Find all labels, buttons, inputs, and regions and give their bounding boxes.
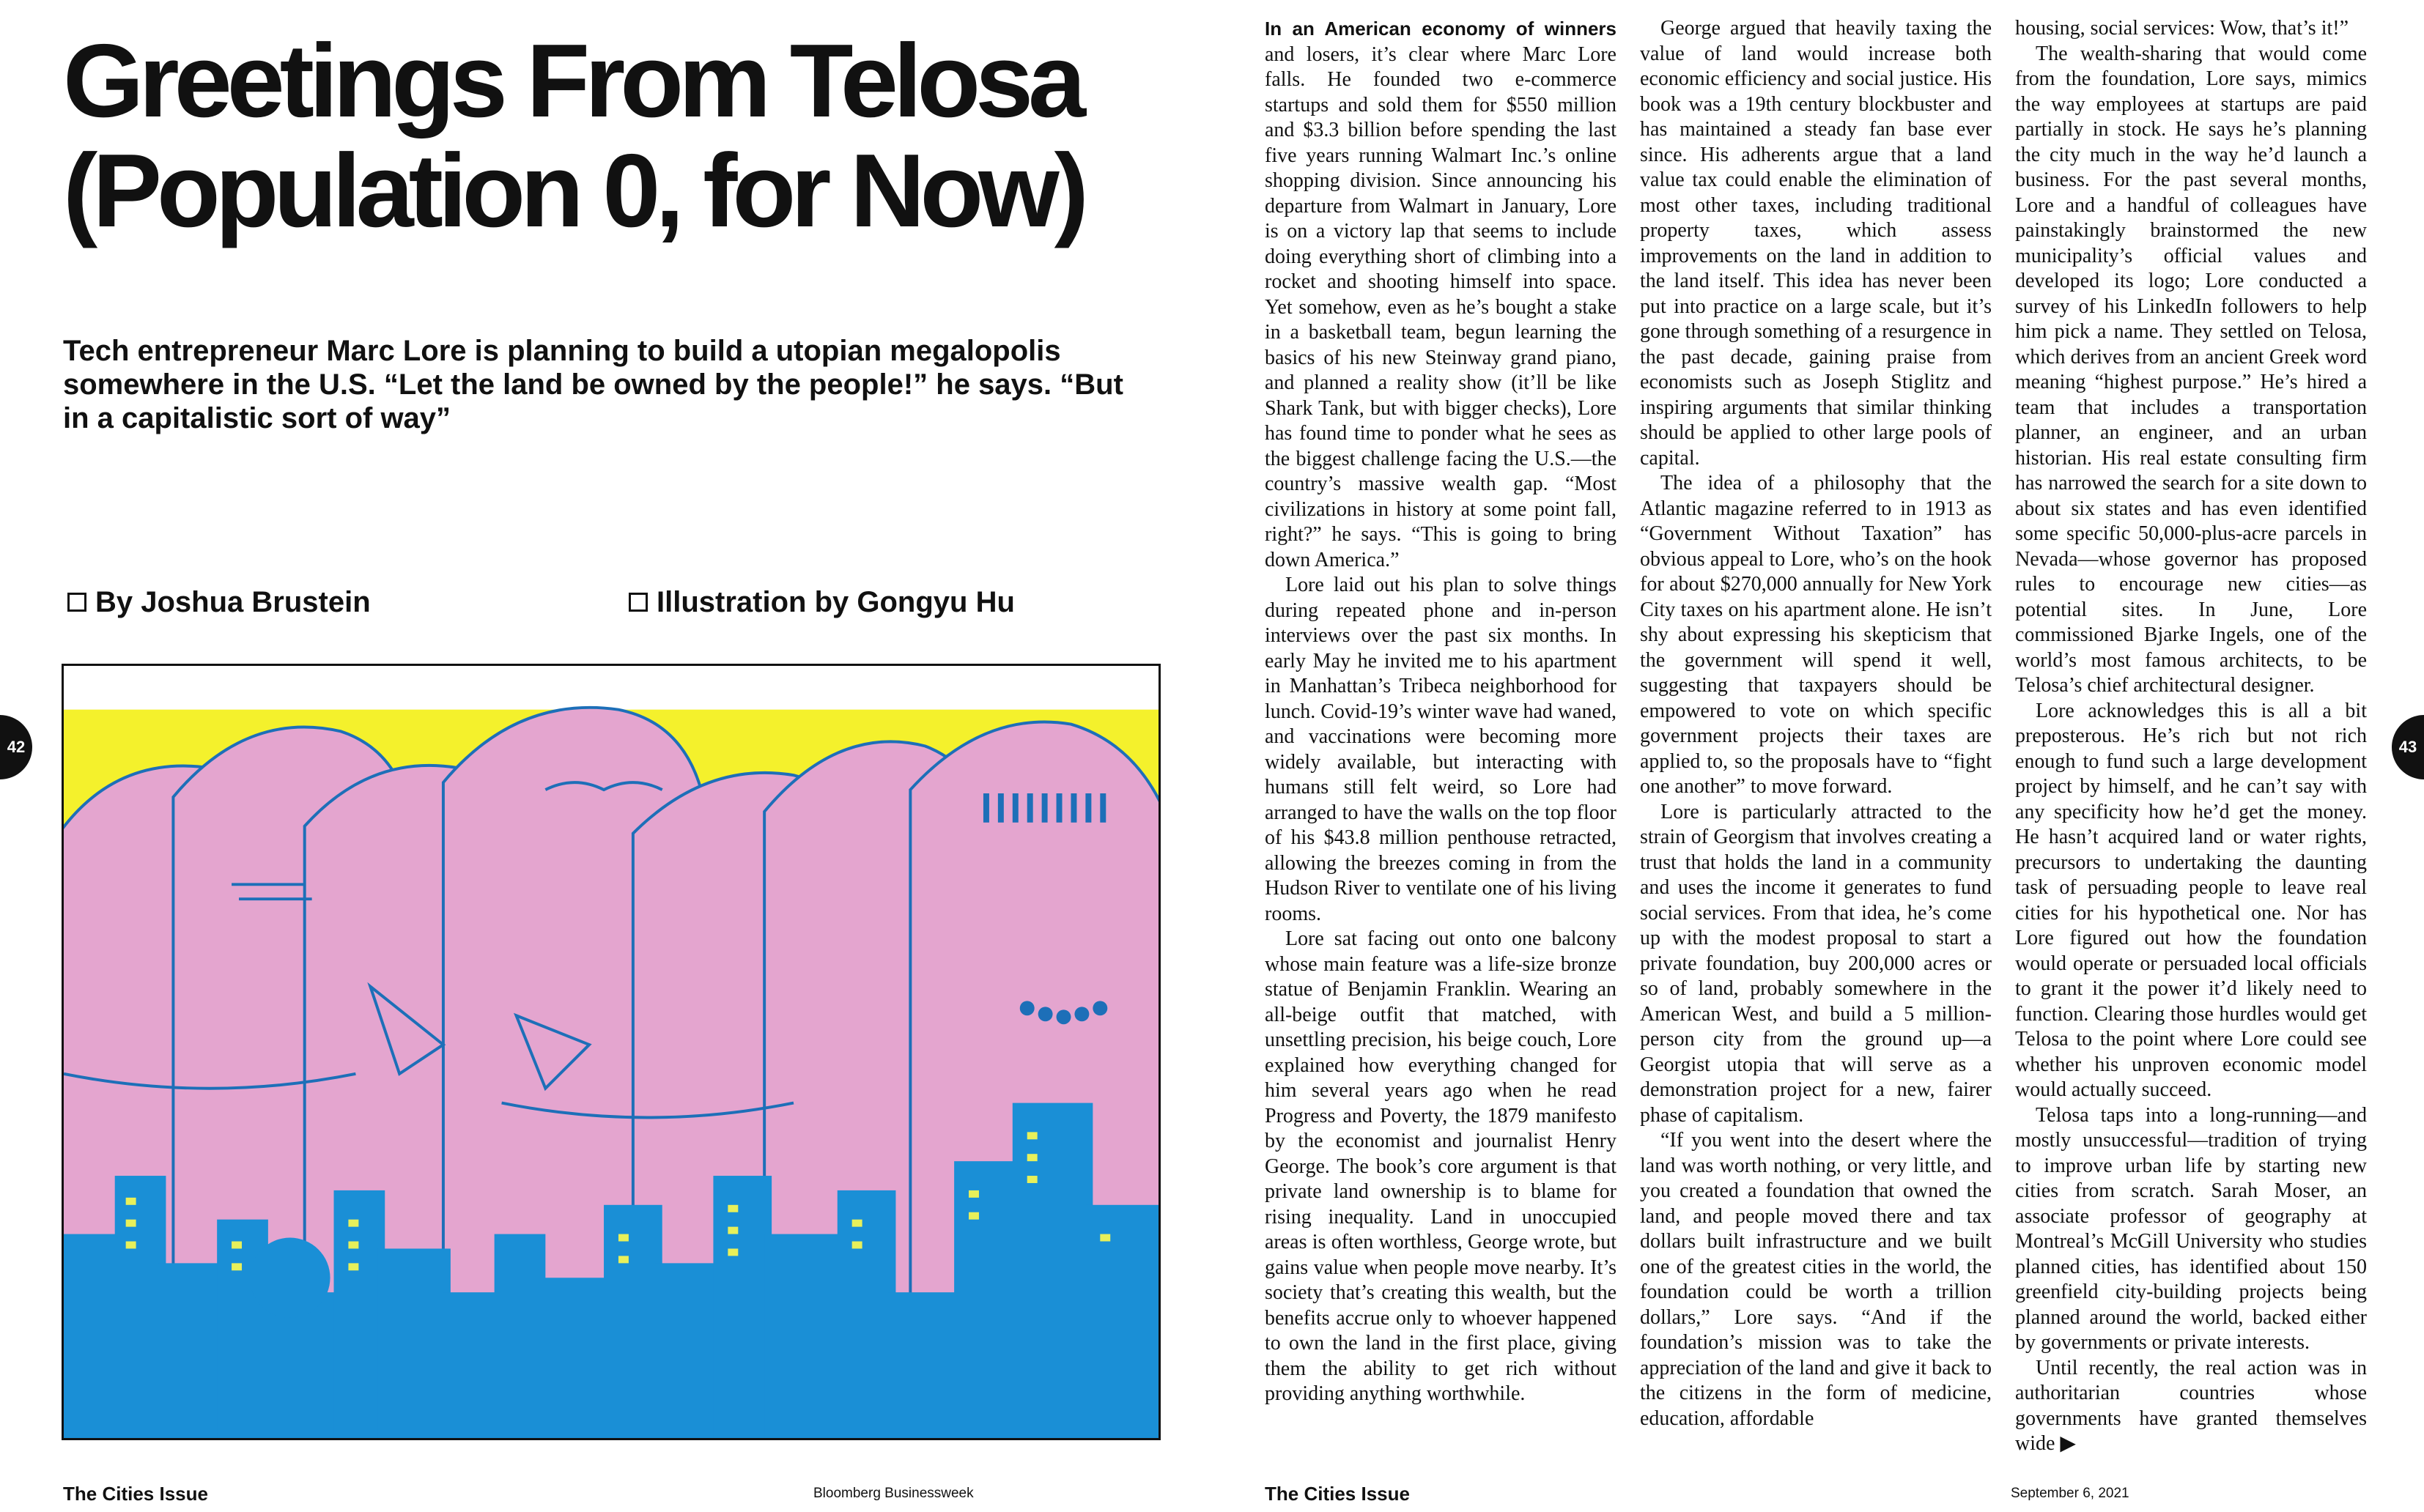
column-1 [1265,16,1616,1453]
paragraph-text: and losers, it’s clear where Marc Lore falls. He founded two e-commerce startups and sold them for $550 million and $3.3 billion before spending the last five years running Walmart Inc.’s online shopping division. Since announcing his departure from Walmart in January, Lore is on a victory lap that seems to include doing everything short of climbing into a rocket and shooting himself into space. Yet somehow, even as he’s bought a stake in a basketball team, begun learning the basics of his new Steinway grand piano, and planned a reality show (it’ll be like Shark Tank, but with bigger checks), Lore has found time to ponder what he sees as the biggest challenge facing the U.S.—the country’s massive wealth gap. “Most civilizations in history at some point fall, right?” he says. “This is going to bring down America.” [1265,42,1616,571]
footer-section: The Cities Issue [63,1483,208,1505]
paragraph: Lore sat facing out onto one balcony whose main feature was a life-size bronze statue of Benjamin Franklin. Wearing an all-beige outfit that matched, with unsettling precision, his beige couch, Lore explained how everything changed for him several years ago when he read Progress and Poverty, the 1879 manifesto by the economist and journalist Henry George. The book’s core argument is that private land ownership is to blame for rising inequality. Land in unoccupied areas is often worthless, George wrote, but gains value when people move nearby. It’s society that’s creating this wealth, but the benefits accrue only to whoever happened to own the land in the first place, giving them the ability to get rich without providing anything worthwhile. [1265,927,1616,1405]
paragraph: Until recently, the real action was in authoritarian countries whose governments have granted themselves wide ▶ [2015,1356,2367,1453]
paragraph: Lore is particularly attracted to the strain of Georgism that involves creating a trust that holds the land in a community and uses the income it generates to fund social services. From that idea, he’s come up with the modest proposal to start a private foundation, buy 200,000 acres or so of land, probably somewhere in the American West, and build a 5 million-person city from the ground up—a Georgist utopia that will serve as a demonstration project for a new, fairer phase of capitalism. [1640,800,1992,1127]
page-number-text: 43 [2398,738,2417,756]
paragraph: The idea of a philosophy that the Atlantic magazine referred to in 1913 as “Government Without Taxation” has obvious appeal to Lore, who’s on the hook for about $270,000 annually for New York City taxes on his apartment alone. He isn’t shy about expressing his skepticism that the government will spend it well, suggesting that taxpayers should be empowered to vote on which specific government projects their taxes are applied to, so the proposals have to “fight one another” to move forward. [1640,472,1992,798]
paragraph: housing, social services: Wow, that’s it!” [2015,17,2349,40]
paragraph: George argued that heavily taxing the value of land would increase both economic efficiency and social justice. His book was a 19th century blockbuster and has maintained a steady fan base ever since. His adherents argue that a land value tax could enable the elimination of most other taxes, including traditional property taxes, which assess improvements on the land in addition to the land itself. This idea has never been put into practice on a large scale, but it’s gone through something of a resurgence in the past decade, gaining praise from economists such as Joseph Stiglitz and inspiring arguments that similar thinking should be applied to other large pools of capital. [1640,17,1992,470]
footer-date: September 6, 2021 [2011,1486,2129,1501]
headline [63,23,1191,249]
byline-illustration [629,585,1015,620]
headline-line-2: (Population 0, for Now) [63,133,1084,249]
paragraph: Telosa taps into a long-running—and mostly unsuccessful—tradition of trying to improve urban life by starting new cities from scratch. Sarah Moser, an associate professor of geography at Montreal’s McGill University who studies planned cities, has identified about 150 greenfield city-building projects being planned around the world, backed either by governments or private interests. [2015,1103,2367,1354]
byline-author-text: By Joshua Brustein [95,586,371,618]
footer-publication: Bloomberg Businessweek [813,1486,974,1501]
body-columns [1265,16,2393,1453]
page-number-text: 42 [7,738,26,756]
paragraph: “If you went into the desert where the land was worth nothing, or very little, and you created a foundation that owned the land, and people moved there and tax dollars built infrastructure and we built one of the greatest cities in the world, the foundation could be worth a trillion dollars,” Lore says. “And if the foundation’s mission was to take the appreciation of the land and give it back to the citizens in the form of medicine, education, affordable [1640,1129,1992,1430]
city-crowd-illustration [64,666,1159,1438]
checkbox-square-icon [67,593,86,612]
white-band [64,666,1159,710]
page-number-badge [2392,715,2424,779]
page-number-badge [0,715,32,779]
footer-section: The Cities Issue [1265,1483,1410,1505]
column-2 [1640,16,1992,1453]
headline-line-1: Greetings From Telosa [63,23,1082,139]
paragraph: Lore acknowledges this is all a bit preposterous. He’s rich but not rich enough to fund such a large development project by himself, and he can’t say with any specificity how he’d get the money. He hasn’t acquired land or water rights, precursors to undertaking the daunting task of persuading people to leave real cities for his hypothetical one. Nor has Lore figured out how the foundation would operate or persuaded local officials to grant it the power it’d likely need to function. Clearing those hurdles would get Telosa to the point where Lore could see whether his unproven economic model would actually succeed. [2015,699,2367,1101]
hair-stripes [983,793,1106,823]
column-3 [2015,16,2367,1453]
checkbox-square-icon [629,593,648,612]
lead-in: In an American economy of winners [1265,18,1616,40]
dek: Tech entrepreneur Marc Lore is planning to build a utopian megalopolis somewhere in the U.S. “Let the land be owned by the people!” he says. “But in a capitalistic sort of way” [63,335,1123,434]
byline-author [67,585,371,620]
paragraph: The wealth-sharing that would come from the foundation, Lore says, mimics the way employees at startups are paid partially in stock. He says he’s planning the city much in the way he’d launch a business. For the past several months, Lore and a handful of colleagues have painstakingly brainstormed the new municipality’s official values and developed its logo; Lore conducted a survey of his LinkedIn followers to help him pick a name. They settled on Telosa, which derives from an ancient Greek word meaning “highest purpose.” He’s hired a team that includes a transportation planner, an engineer, and an urban historian. His real estate consulting firm has narrowed the search for a site down to about six states and has even identified some specific 50,000-plus-acre parcels in Nevada—whose governor has proposed rules to encourage new cities—as potential sites. In June, Lore commissioned Bjarke Ingels, one of the world’s most famous architects, to be Telosa’s chief architectural designer. [2015,42,2367,697]
illustration [62,664,1161,1440]
paragraph: Lore laid out his plan to solve things during repeated phone and in-person interviews over the past six months. In early May he invited me to his apartment in Manhattan’s Tribeca neighborhood for lunch. Covid-19’s winter wave had waned, and vaccinations were becoming more widely available, but interacting with humans still felt weird, so Lore had arranged to have the walls on the top floor of his $43.8 million penthouse retracted, allowing the breezes coming in from the Hudson River to ventilate one of his living rooms. [1265,574,1616,925]
paragraph [1265,16,1616,573]
right-page [1212,0,2424,1512]
byline-illustration-text: Illustration by Gongyu Hu [657,586,1015,618]
